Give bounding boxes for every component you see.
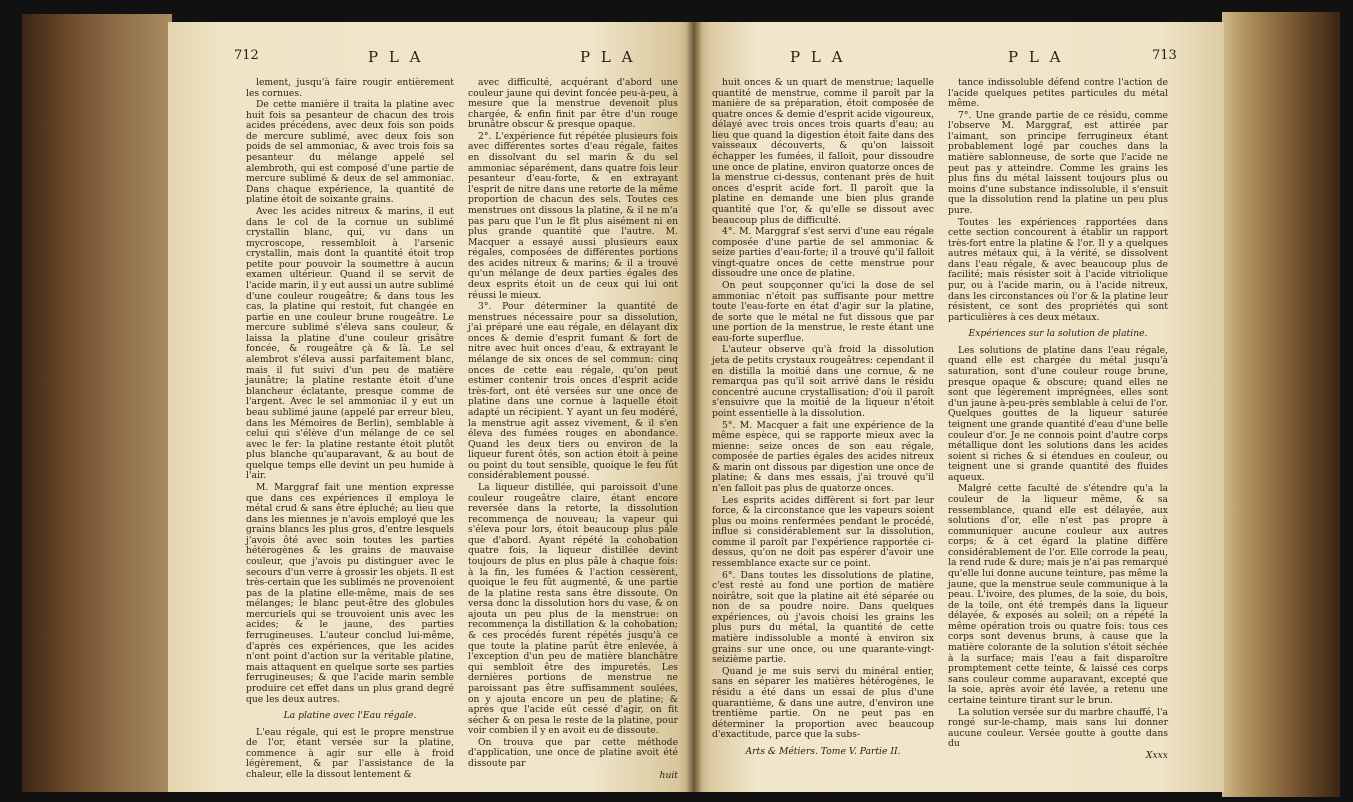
paragraph: De cette manière il traita la platine avec huit fois sa pesanteur de chacun des trois acides précédens, avec deux fois son poids de mercure sublimé, avec deux fois son poids de sel ammoniac, & avec trois fois sa pesanteur du mélange appelé sel alembroth, qui est composé d'une partie de mercure sublimé & deux de sel ammoniac. Dans chaque expérience, la quantité de platine étoit de soixante grains. — [246, 99, 454, 206]
paragraph: avec difficulté, acquérant d'abord une couleur jaune qui devint foncée peu-à-peu, à mesure que la menstrue devenoit plus chargée, & enfin finit par être d'un rouge brunâtre obscur & presque opaque. — [468, 77, 678, 131]
paragraph: Quand je me suis servi du minéral entier, sans en séparer les matières hétérogènes, le résidu a été dans un essai de plus d'une quarantième, & dans une autre, d'environ une trentième partie. On ne peut pas en déterminer la proportion avec beaucoup d'exactitude, parce que la subs- — [712, 665, 934, 741]
section-heading: La platine avec l'Eau régale. — [283, 710, 417, 722]
paragraph: Malgré cette faculté de s'étendre qu'a la couleur de la liqueur même, & sa ressemblance, quand elle est délayée, aux solutions d'or, elle n'est pas propre à communiquer aucune couleur aux autres corps; & à cet égard la platine diffère considérablement de l'or. Elle corrode la peau, la rend rude & dure; mais je n'ai pas remarqué qu'elle lui donne aucune teinture, pas même la jaune, que la menstrue seule communique à la peau. L'ivoire, des plumes, de la soie, du bois, de la toile, ont été trempés dans la liqueur délayée, & exposés au soleil; on a répété la même opération trois ou quatre fois: tous ces corps sont devenus bruns, à cause que la matière colorante de la solution s'étoit séchée à la surface; mais l'eau a fait disparoître promptement cette teinte, & laissé ces corps sans couleur comme auparavant, excepté que la soie, après avoir été lavée, a retenu une certaine teinture tirant sur le brun. — [948, 483, 1168, 706]
paragraph: On trouva que par cette méthode d'application, une once de platine avoit été dissoute par — [468, 736, 678, 769]
left-column-1 — [246, 78, 454, 782]
paragraph: Les esprits acides diffèrent si fort par leur force, & la circonstance que les vapeurs soient plus ou moins renfermées pendant le procédé, influe si considérablement sur la dissolution, comme il paroît par l'expérience rapportée ci-dessus, qu'on ne doit pas espérer d'avoir une ressemblance exacte sur ce point. — [712, 494, 934, 570]
paragraph: huit onces & un quart de menstrue; laquelle quantité de menstrue, comme il paroît par la manière de sa préparation, étoit composée de quatre onces & demie d'esprit acide vigoureux, délayé avec trois onces trois quarts d'eau; au lieu que quand la digestion étoit faite dans des vaisseaux découverts, & qu'on laissoit échapper les fumées, il falloit, pour dissoudre une once de platine, environ quatorze onces de la menstrue ci-dessus, contenant près de huit onces d'esprit acide fort. Il paroît que la platine en demande une bien plus grande quantité que l'or, & qu'elle se dissout avec beaucoup plus de difficulté. — [712, 77, 934, 226]
paragraph: L'auteur observe qu'à froid la dissolution jeta de petits crystaux rougeâtres: cependant il en distilla la moitié dans une cornue, & ne remarqua pas qu'il soit arrivé dans le résidu concentré aucune crystallisation; d'où il paroît s'ensuivre que la moitié de la liqueur n'étoit point essentielle à la dissolution. — [712, 344, 934, 419]
right-running-head-1: P L A — [790, 48, 846, 66]
section-heading: Expériences sur la solution de platine. — [968, 328, 1148, 340]
right-column-2 — [948, 78, 1168, 762]
left-book-edge — [22, 14, 172, 792]
paragraph: Les solutions de platine dans l'eau régale, quand elle est chargée du métal jusqu'à saturation, sont d'une couleur rouge brune, presque opaque & obscure; quand elles ne sont que légèrement imprégnées, elles sont d'un jaune à-peu-près semblable à celui de l'or. Quelques gouttes de la liqueur saturée teignent une grande quantité d'eau d'une belle couleur d'or. Je ne connois point d'autre corps métallique dont les solutions dans les acides soient si riches & si étendues en couleur, ou teignent une si grande quantité des fluides aqueux. — [948, 344, 1168, 483]
paragraph: 7°. Une grande partie de ce résidu, comme l'observe M. Marggraf, est attirée par l'aimant, son principe ferrugineux étant probablement logé par couches dans la matière sablonneuse, de sorte que l'acide ne peut pas y atteindre. Comme les grains les plus fins du métal laissent toujours plus ou moins d'une substance indissoluble, il s'ensuit que la dissolution rend la platine un peu plus pure. — [948, 109, 1168, 216]
paragraph: La liqueur distillée, qui paroissoit d'une couleur rougeâtre claire, étant encore reversée dans la retorte, la dissolution recommença de nouveau; la vapeur qui s'éleva pour lors, étoit beaucoup plus pâle que d'abord. Ayant répété la cohobation quatre fois, la liqueur distillée devint toujours de plus en plus pâle à chaque fois: à la fin, les fumées & l'action cessèrent, quoique le feu fût augmenté, & une partie de la platine resta sans être dissoute. On versa donc la dissolution hors du vase, & on ajouta un peu plus de la menstrue: on recommença la distillation & la cohobation; & ces procédés furent répétés jusqu'à ce que toute la platine parût être enlevée, à l'exception d'un peu de matière blanchâtre qui sembloit être des impuretés. Les dernières portions de menstrue ne paroissant pas être suffisamment soulées, on y ajouta encore un peu de platine; & après que l'acide eût cessé d'agir, on fit sécher & on pesa le reste de la platine, pour voir combien il y en avoit eu de dissoute. — [468, 481, 678, 737]
right-book-edge — [1222, 12, 1340, 797]
left-running-head-1: P L A — [368, 48, 424, 66]
paragraph: tance indissoluble défend contre l'action de l'acide quelques petites particules du métal même. — [948, 77, 1168, 110]
signature-mark: Xxxx — [1145, 749, 1168, 761]
paragraph: 6°. Dans toutes les dissolutions de platine, c'est resté au fond une portion de matière noirâtre, soit que la platine ait été séparée ou non de sa poudre noire. Dans quelques expériences, où j'avois choisi les grains les plus purs du métal, la quantité de cette matière indissoluble a monté à environ six grains sur une once, ou une quarante-vingt-seizième partie. — [712, 569, 934, 666]
page-footer: Arts & Métiers. Tome V. Partie II. — [745, 745, 901, 757]
book-gutter — [686, 22, 702, 792]
right-page-number: 713 — [1152, 48, 1177, 63]
paragraph: Avec les acides nitreux & marins, il eut dans le col de la cornue un sublimé crystallin blanc, qui, vu dans un mycroscope, ressembloit à l'arsenic crystallin, mais dont la quantité étoit trop petite pour pouvoir la soumettre à aucun examen ultérieur. Quand il se servit de l'acide marin, il y eut aussi un autre sublimé d'une couleur rougeâtre; & dans tous les cas, la platine qui restoit, fut changée en partie en une couleur brune rougeâtre. Le mercure sublimé s'éleva sans couleur, & laissa la platine d'une couleur grisâtre foncée, & rougeâtre çà & là. Le sel alembrot s'éleva aussi parfaitement blanc, mais il fut suivi d'un peu de matière jaunâtre; la platine restante étoit d'une blancheur éclatante, presque comme de l'argent. Avec le sel ammoniac il y eut un beau sublimé jaune (appelé par erreur bleu, dans les Mémoires de Berlin), semblable à celui qui s'élève d'un mélange de ce sel avec le fer: la platine restante étoit plutôt plus blanche qu'auparavant, & au bout de quelque temps elle devint un peu humide à l'air. — [246, 205, 454, 482]
paragraph: 4°. M. Marggraf s'est servi d'une eau régale composée d'une partie de sel ammoniac & seize parties d'eau-forte; il a trouvé qu'il falloit vingt-quatre onces de cette menstrue pour dissoudre une once de platine. — [712, 226, 934, 280]
left-running-head-2: P L A — [580, 48, 636, 66]
right-column-1 — [712, 78, 934, 763]
paragraph: 2°. L'expérience fut répétée plusieurs fois avec différentes sortes d'eau régale, faites en dissolvant du sel marin & du sel ammoniac séparément, dans quatre fois leur pesanteur d'eau-forte, & en extrayant l'esprit de nitre dans une retorte de la même proportion de chacun des sels. Toutes ces menstrues ont dissous la platine, & il ne m'a pas paru que l'un le fît plus aisément ni en plus grande quantité que l'autre. M. Macquer a essayé aussi plusieurs eaux régales, composées de différentes portions des acides nitreux & marins; & il a trouvé qu'un mélange de deux parties égales des deux esprits étoit un de ceux qui lui ont réussi le mieux. — [468, 130, 678, 301]
left-page-number: 712 — [234, 48, 259, 63]
paragraph: La solution versée sur du marbre chauffé, l'a rongé sur-le-champ, mais sans lui donner aucune couleur. Versée goutte à goutte dans du — [948, 706, 1168, 750]
paragraph: L'eau régale, qui est le propre menstrue de l'or, étant versée sur la platine, commence à agir sur elle à froid légèrement, & par l'assistance de la chaleur, elle la dissout lentement & — [246, 726, 454, 780]
paragraph: M. Marggraf fait une mention expresse que dans ces expériences il employa le métal crud & sans être épluché; au lieu que dans les miennes je n'avois employé que les grains blancs les plus gros, d'entre lesquels j'avois ôté avec soin toutes les parties hétérogènes & les grains de mauvaise couleur, que j'avois pu distinguer avec le secours d'un verre à grossir les objets. Il est très-certain que les sublimés ne provenoient pas de la platine elle-même, mais de ses mélanges; le blanc peut-être des globules mercuriels qui se trouvoient unis avec les acides; & le jaune, des parties ferrugineuses. L'auteur conclud lui-même, d'après ces expériences, que les acides n'ont point d'action sur la véritable platine, mais attaquent en quelque sorte ses parties ferrugineuses; & que l'acide marin semble produire cet effet dans un plus grand degré que les deux autres. — [246, 481, 454, 705]
paragraph: lement, jusqu'à faire rougir entièrement les cornues. — [246, 77, 454, 99]
catchword: huit — [659, 769, 678, 781]
right-running-head-2: P L A — [1008, 48, 1064, 66]
left-column-2 — [468, 78, 678, 782]
paragraph: 5°. M. Macquer a fait une expérience de la même espèce, qui se rapporte mieux avec la mienne: seize onces de son eau régale, composée de parties égales des acides nitreux & marin ont dissous par digestion une once de platine; & dans mes essais, j'ai trouvé qu'il n'en falloit pas plus de quatorze onces. — [712, 419, 934, 494]
paragraph: On peut soupçonner qu'ici la dose de sel ammoniac n'étoit pas suffisante pour mettre toute l'eau-forte en état d'agir sur la platine, de sorte que le métal ne fut dissous que par une portion de la menstrue, le reste étant une eau-forte superflue. — [712, 279, 934, 344]
paragraph: 3°. Pour déterminer la quantité de menstrues nécessaire pour sa dissolution, j'ai préparé une eau régale, en délayant dix onces & demie d'esprit fumant & fort de nitre avec huit onces d'eau, & extrayant le mélange de six onces de sel commun: cinq onces de cette eau régale, qu'on peut estimer contenir trois onces d'esprit acide très-fort, ont été versées sur une once de platine dans une cornue à laquelle étoit adapté un récipient. Y ayant un feu modéré, la menstrue agit assez vivement, & il s'en éleva des fumées rouges en abondance. Quand les deux tiers ou environ de la liqueur furent ôtés, son action étoit à peine ou point du tout sensible, quoique le feu fût considérablement poussé. — [468, 301, 678, 482]
paragraph: Toutes les expériences rapportées dans cette section concourent à établir un rapport très-fort entre la platine & l'or. Il y a quelques autres métaux qui, à la vérité, se dissolvent dans l'eau régale, & avec beaucoup plus de facilité; mais résister soit à l'acide vitriolique pur, ou à l'acide marin, ou à l'acide nitreux, dans les circonstances où l'or & la platine leur résistent, ce sont des propriétés qui sont particulières à ces deux métaux. — [948, 216, 1168, 323]
